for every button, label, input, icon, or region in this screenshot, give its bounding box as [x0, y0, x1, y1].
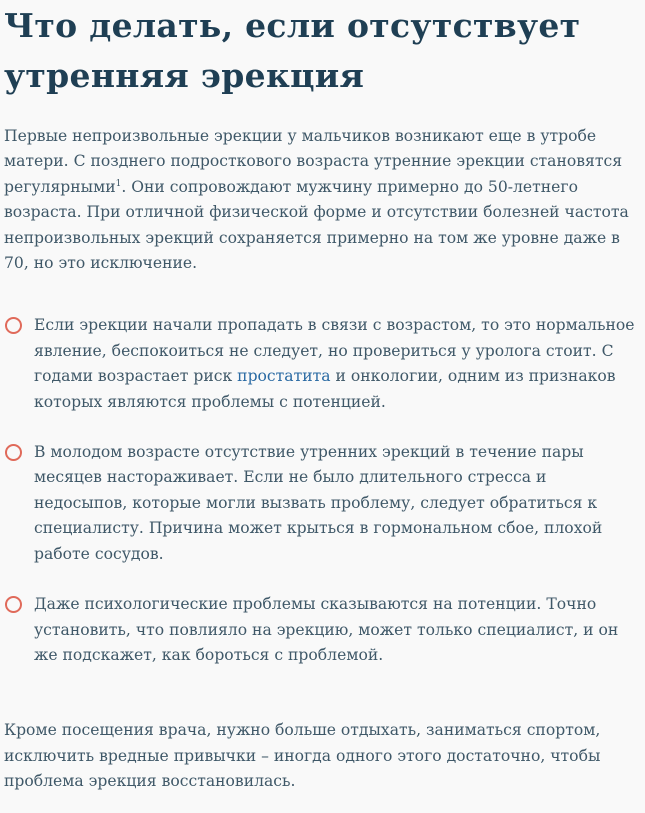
article: [4, 0, 640, 795]
bullet-text: Даже психологические проблемы сказываются на потенции. Точно установить, что повлияло на эрекцию, может только специалист, и он же подскажет, как бороться с проблемой.: [34, 595, 619, 664]
intro-paragraph: [4, 124, 640, 276]
list-item: [4, 592, 640, 668]
intro-text-end: . Они сопровождают мужчину примерно до 50-летнего возраста. При отличной физической форме и отсутствии болезней частота непроизвольных эрекций сохраняется примерно на том же уровне даже в 70, но это исключение.: [4, 177, 629, 273]
bullet-list: [4, 313, 640, 668]
footnote-ref[interactable]: 1: [115, 178, 122, 189]
prostatitis-link[interactable]: простатита: [237, 367, 331, 386]
list-item: [4, 313, 640, 415]
circle-outline-icon: [5, 317, 22, 334]
bullet-text-end: и онкологии, одним из признаков которых являются проблемы с потенцией.: [34, 367, 616, 411]
list-item: [4, 440, 640, 567]
article-title: [4, 0, 640, 101]
title-line-2: утренняя эрекция: [4, 56, 365, 95]
title-line-1: Что делать, если отсутствует: [4, 6, 581, 45]
circle-outline-icon: [5, 596, 22, 613]
bullet-text: В молодом возрасте отсутствие утренних эрекций в течение пары месяцев настораживает. Если не было длительного стресса и недосыпов, которые могли вызвать проблему, следует обратиться к специалисту. Причина может крыться в гормональном сбое, плохой работе сосудов.: [34, 443, 603, 563]
circle-outline-icon: [5, 444, 22, 461]
intro-text-start: Первые непроизвольные эрекции у мальчиков возникают еще в утробе матери. С позднего подросткового возраста утренние эрекции становятся регулярными: [4, 127, 623, 196]
outro-paragraph: Кроме посещения врача, нужно больше отдыхать, заниматься спортом, исключить вредные привычки – иногда одного этого достаточно, чтобы проблема эрекция восстановилась.: [4, 721, 601, 791]
bullet-text-start: Если эрекции начали пропадать в связи с возрастом, то это нормальное явление, беспокоиться не следует, но провериться у уролога стоит. С годами возрастает риск: [34, 316, 635, 386]
